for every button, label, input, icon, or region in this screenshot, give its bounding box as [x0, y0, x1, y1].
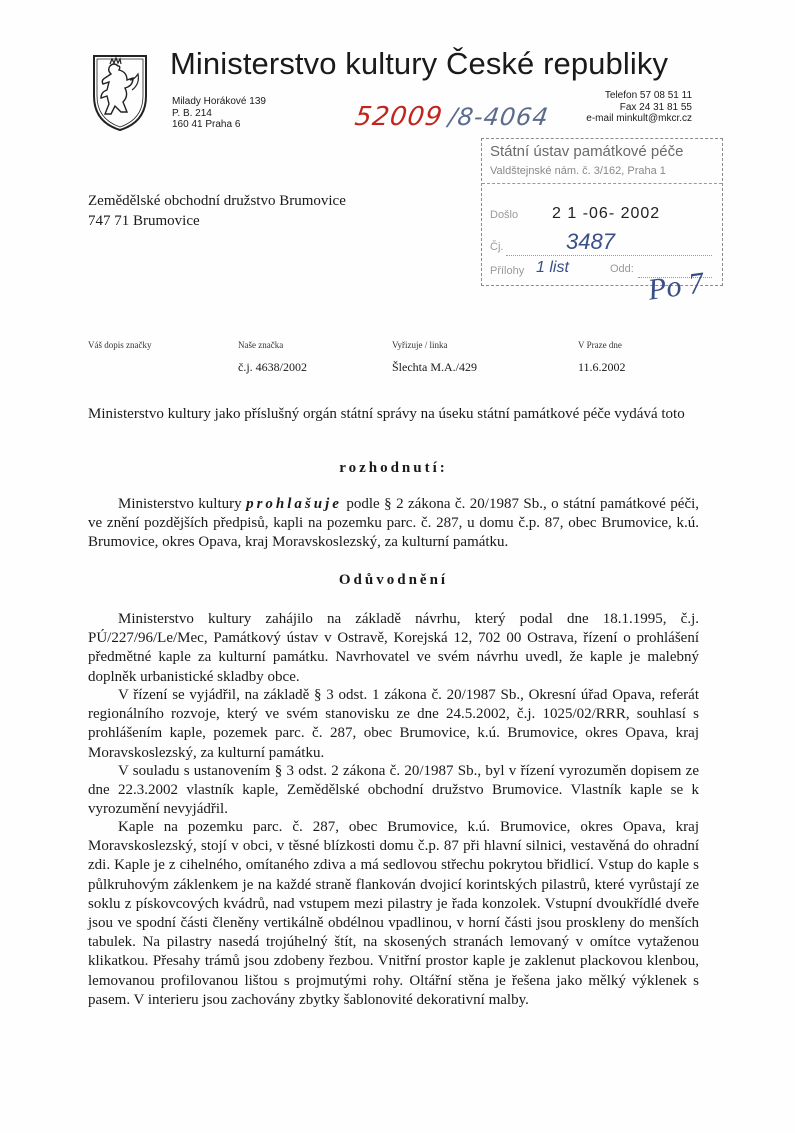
ministry-contact — [586, 90, 692, 125]
stamp-received-label: Došlo — [490, 209, 519, 221]
recipient-address — [88, 191, 346, 231]
reasoning-heading: Odůvodnění — [338, 572, 449, 588]
contact-email: e-mail minkult@mkcr.cz — [586, 113, 692, 124]
stamp-institution: Státní ústav památkové péče — [490, 143, 684, 160]
handwritten-reference-red: 52009 — [352, 102, 445, 132]
intro-paragraph: Ministerstvo kultury jako příslušný orgán státní správy na úseku státní památkové péče vydává toto — [88, 406, 685, 422]
decision-heading: rozhodnutí: — [339, 460, 448, 476]
contact-fax: Fax 24 31 81 55 — [619, 101, 692, 113]
handled-by-value: Šlechta M.A./429 — [392, 360, 477, 374]
our-ref-label: Naše značka — [238, 340, 284, 350]
address-line: Milady Horákové 139 — [172, 96, 266, 107]
our-ref-value: č.j. 4638/2002 — [238, 360, 307, 374]
ministry-title: Ministerstvo kultury České republiky — [170, 46, 669, 81]
reasoning-paragraph-2: V řízení se vyjádřil, na základě § 3 odst. 1 zákona č. 20/1987 Sb., Okresní úřad Opava, referát regionálního rozvoje, který ve svém stanovisku ze dne 24.5.2002, č.j. 1025/02/RRR, souhlasí s prohlášením kaple, pozemek parc. č. 287, obec Brumovice, k.ú. Brumovice, okres Opava, kraj Moravskoslezský, za kulturní památku. — [88, 687, 699, 761]
reasoning-paragraph-1: Ministerstvo kultury zahájilo na základě návrhu, který podal dne 18.1.1995, č.j. PÚ/227/96/Le/Mec, Památkový ústav v Ostravě, Korejská 12, 702 00 Ostrava, řízení o prohlášení předmětné kaple za kulturní památku. Navrhovatel ve svém návrhu uvedl, že kaple je malebný doplněk urbanistické skladby obce. — [88, 611, 699, 685]
handled-by-label: Vyřizuje / linka — [392, 340, 448, 350]
contact-phone: Telefon 57 08 51 11 — [604, 90, 692, 101]
handwritten-reference-rest: /8-4064 — [446, 103, 551, 131]
received-stamp — [481, 138, 723, 286]
stamp-divider — [482, 183, 722, 184]
decision-text: podle § 2 zákona č. 20/1987 Sb., o státní památkové péči, ve znění pozdějších předpisů, kapli na pozemku parc. č. 287, u domu č.p. 87, obec Brumovice, k.ú. Brumovice, okres Opava, kraj Moravskoslezský, za kulturní památku. — [88, 496, 700, 551]
date-value: 11.6.2002 — [578, 360, 626, 374]
handwritten-reference — [353, 102, 551, 132]
stamp-number-value: 3487 — [566, 229, 615, 254]
stamp-number-label: Čj. — [490, 241, 504, 253]
address-line: P. B. 214 — [172, 107, 212, 119]
stamp-attachments-value: 1 list — [536, 259, 569, 276]
recipient-city: 747 71 Brumovice — [88, 213, 200, 229]
stamp-dept-label: Odd: — [610, 263, 634, 275]
stamp-received-date: 2 1 -06- 2002 — [552, 205, 661, 222]
decision-subject: Ministerstvo kultury — [118, 496, 242, 512]
decision-paragraph — [88, 495, 699, 553]
reasoning-paragraph-3: V souladu s ustanovením § 3 odst. 2 zákona č. 20/1987 Sb., byl v řízení vyrozuměn dopisem ze dne 22.3.2002 vlastník kaple, Zemědělské obchodní družstvo Brumovice. Vlastník kaple se k vyrozumění nevyjádřil. — [88, 763, 699, 818]
decision-verb: prohlašuje — [246, 496, 342, 512]
ministry-address — [172, 96, 266, 131]
address-line: 160 41 Praha 6 — [172, 119, 241, 130]
stamp-address: Valdštejnské nám. č. 3/162, Praha 1 — [490, 165, 666, 177]
coat-of-arms-logo — [88, 50, 152, 134]
recipient-name: Zemědělské obchodní družstvo Brumovice — [88, 193, 346, 209]
stamp-number-line — [506, 255, 712, 256]
your-ref-label: Váš dopis značky — [88, 340, 152, 350]
handwritten-margin-note: Po 7 — [645, 266, 706, 307]
reasoning-paragraph-4: Kaple na pozemku parc. č. 287, obec Brumovice, k.ú. Brumovice, okres Opava, kraj Moravskoslezský, stojí v obci, v těsné blízkosti domu č.p. 87 při hlavní silnici, vestavěná do ohradní zdi. Kaple je z cihelného, omítaného zdiva a má sedlovou střechu pokrytou břidlicí. Vstup do kaple s půlkruhovým záklenkem je na každé straně flankován dvojicí korintských pilastrů, které vyrůstají ze soklu z pískovcových kvádrů, nad vstupem mezi pilastry je řada konzolek. Vstupní dvoukřídlé dveře jsou ve spodní části členěny vertikálně obdélnou vpadlinou, v horní části jsou proskleny do menších tabulek. Na pilastry nasedá trojúhelný štít, na skosených stranách lemovaný v omítce vytaženou klikatkou. Přesahy trámů jsou zdobeny řezbou. Vnitřní prostor kaple je zaklenut plackovou klenbou, lemovanou profilovanou lištou s projmutými rohy. Oltářní stěna je řešena jako mělký výklenek s pasem. V interieru jsou zachovány zbytky šablonovité dekorativní malby. — [88, 819, 699, 1008]
stamp-attachments-label: Přílohy — [490, 265, 525, 277]
place-date-label: V Praze dne — [578, 340, 622, 350]
